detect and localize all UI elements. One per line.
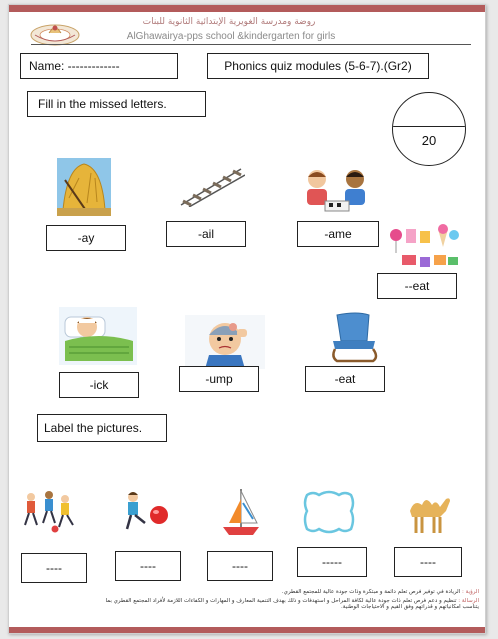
game-icon	[299, 165, 375, 215]
name-field[interactable]	[20, 53, 178, 79]
answer-label: -eat	[334, 372, 356, 386]
label-box-3[interactable]	[207, 551, 273, 581]
score-divider	[393, 126, 465, 127]
footer-mission	[99, 598, 479, 610]
answer-label: -ick	[89, 378, 109, 392]
answer-box-eat-2[interactable]	[305, 366, 385, 392]
label-box-2[interactable]	[115, 551, 181, 581]
label-box-5[interactable]	[394, 547, 462, 577]
kids-playing-icon	[21, 489, 77, 533]
label-box-1[interactable]	[21, 553, 87, 583]
school-logo-icon	[29, 17, 81, 47]
section1-title: Fill in the missed letters.	[38, 97, 167, 111]
mission-label: الرسالة :	[458, 598, 479, 604]
answer-label: -ay	[77, 231, 95, 245]
vision-label: الرؤية :	[462, 589, 479, 595]
bump-icon	[185, 315, 265, 369]
worksheet-page	[8, 4, 486, 634]
school-name-arabic: روضة ومدرسة الغويرية الإبتدائية الثانوية للبنات	[142, 17, 316, 27]
seat-icon	[327, 311, 381, 363]
answer-box-ame[interactable]	[297, 221, 379, 247]
answer-box-ump[interactable]	[179, 366, 259, 392]
camel-icon	[404, 489, 452, 535]
section1-title-box	[27, 91, 206, 117]
top-border	[9, 5, 485, 12]
answer-label: -ame	[324, 227, 352, 241]
label-placeholder: ----	[232, 559, 248, 573]
kick-ball-icon	[119, 489, 171, 533]
hay-icon	[57, 158, 111, 216]
section2-title: Label the pictures.	[44, 421, 143, 435]
bottom-border	[9, 627, 485, 633]
header-divider	[31, 44, 471, 45]
score-circle	[392, 92, 466, 166]
label-placeholder: ----	[140, 559, 156, 573]
frame-icon	[299, 489, 359, 535]
mission-text: تنظيم و دعم فرص تعلم ذات جودة عالية لكافة المراحل و استهدفات و ذلك بهدف التنمية المعارف و المهارات و الكفاءات اللازمة لأفراد المجتمع القطري بما يتناسب امكانياتهم و قدراتهم وفق القيم و الاحتياجات الوطنية.	[105, 598, 479, 610]
answer-label: --eat	[404, 279, 430, 293]
answer-label: -ail	[197, 227, 214, 241]
answer-box-eat-1[interactable]	[377, 273, 457, 299]
sick-icon	[59, 307, 137, 365]
label-placeholder: -----	[322, 555, 342, 569]
vision-text: الريادة في توفير فرص تعلم دائمة و مبتكرة وذات جودة عالية للمجتمع القطري.	[281, 589, 461, 595]
school-name-english: AlGhawairya-pps school &kindergarten for girls	[126, 31, 336, 42]
sweets-icon	[388, 223, 460, 273]
sail-boat-icon	[219, 487, 263, 537]
section2-title-box	[37, 414, 167, 442]
footer-vision	[99, 589, 479, 595]
quiz-title-box	[207, 53, 429, 79]
answer-box-ail[interactable]	[166, 221, 246, 247]
label-placeholder: ----	[420, 555, 436, 569]
name-field-label: Name: -------------	[29, 59, 120, 73]
label-box-4[interactable]	[297, 547, 367, 577]
answer-label: -ump	[205, 372, 233, 386]
answer-box-ick[interactable]	[59, 372, 139, 398]
label-placeholder: ----	[46, 561, 62, 575]
score-total: 20	[421, 133, 437, 148]
answer-box-ay[interactable]	[46, 225, 126, 251]
rail-icon	[177, 165, 245, 207]
quiz-title: Phonics quiz modules (5-6-7).(Gr2)	[224, 59, 412, 73]
